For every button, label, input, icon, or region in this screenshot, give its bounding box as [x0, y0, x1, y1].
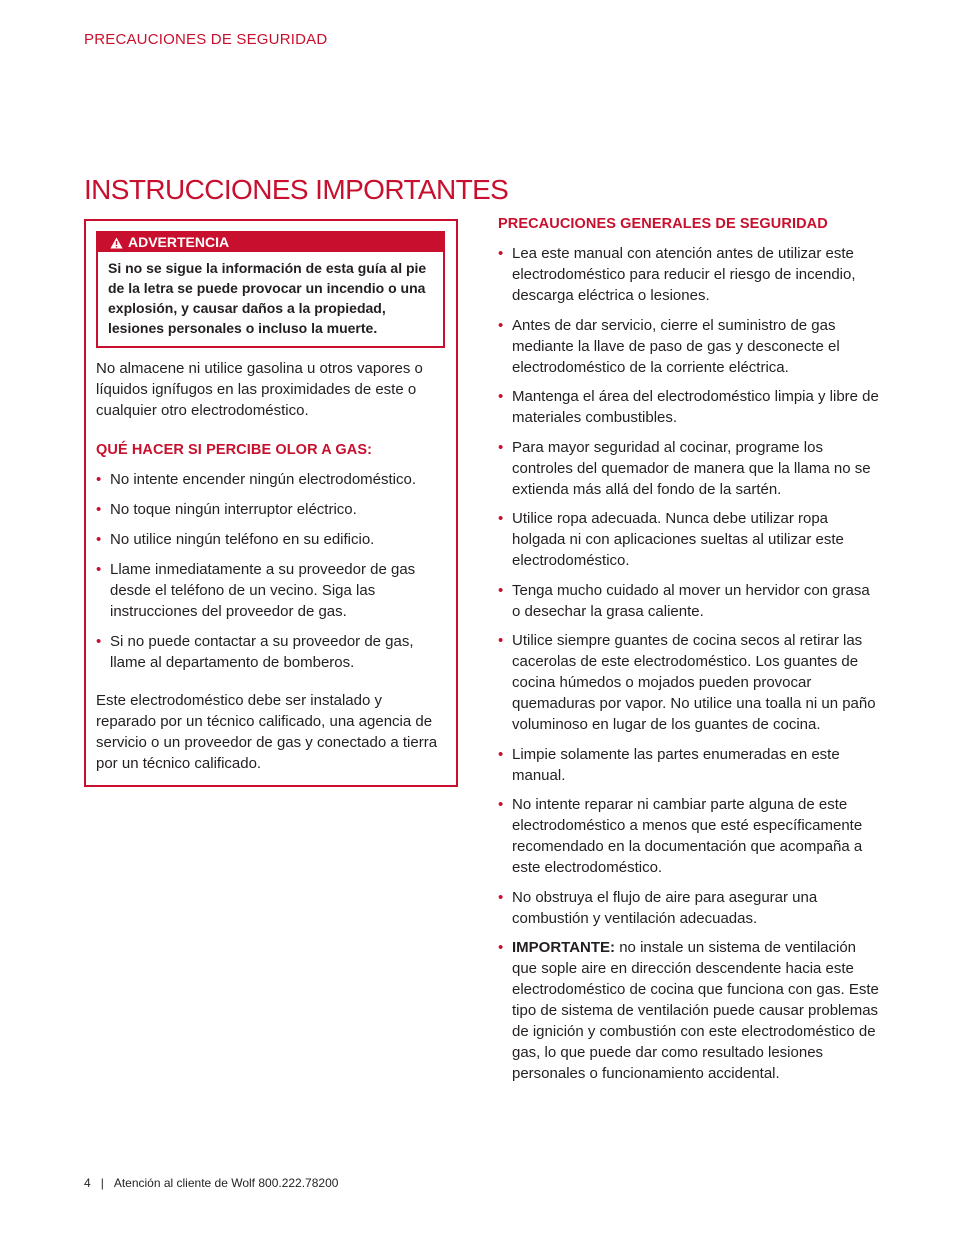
general-precautions-list — [498, 243, 882, 1084]
list-item: • Lea este manual con atención antes de utilizar este electrodoméstico para reducir el riesgo de incendio, descarga eléctrica o lesiones. — [498, 245, 856, 304]
important-text: no instale un sistema de ventilación que sople aire en dirección descendente hacia este electrodoméstico de cocina que funciona con gas. Este tipo de sistema de ventilación puede causar problemas de ignición y combustión con este electrodoméstico de gas, lo que puede dar como resultado lesiones personales o funcionamiento accidental. — [512, 939, 879, 1082]
installation-paragraph: Este electrodoméstico debe ser instalado y reparado por un técnico calificado, una agencia de servicio o un proveedor de gas y conectado a tierra por un técnico calificado. — [96, 692, 438, 772]
warning-text: Si no se sigue la información de esta guía al pie de la letra se puede provocar un incendio o una explosión, y causar daños a la propiedad, lesiones personales o incluso la muerte. — [108, 260, 427, 336]
storage-paragraph: No almacene ni utilice gasolina u otros vapores o líquidos ignífugos en las proximidades de este o cualquier otro electrodoméstico. — [96, 360, 423, 419]
page-title: INSTRUCCIONES IMPORTANTES — [84, 174, 509, 205]
list-item: • No obstruya el flujo de aire para asegurar una combustión y ventilación adecuadas. — [498, 888, 818, 927]
list-item: • No intente encender ningún electrodoméstico. — [96, 471, 417, 488]
list-item: • Limpie solamente las partes enumeradas en este manual. — [498, 745, 840, 784]
general-precautions-heading: PRECAUCIONES GENERALES DE SEGURIDAD — [498, 216, 828, 232]
page-footer — [84, 1176, 338, 1190]
footer-separator: | — [100, 1176, 104, 1190]
footer-text: Atención al cliente de Wolf 800.222.78200 — [113, 1176, 339, 1190]
list-item: • Llame inmediatamente a su proveedor de gas desde el teléfono de un vecino. Siga las instrucciones del proveedor de gas. — [96, 561, 416, 620]
list-item-important: • IMPORTANTE: no instale un sistema de ventilación que sople aire en dirección descendente hacia este electrodoméstico de cocina que funciona con gas. Este tipo de sistema de ventilación puede causar problemas de ignición y combustión con este electrodoméstico de gas, lo que puede dar como resultado lesiones personales o funcionamiento accidental. — [498, 939, 879, 1082]
list-item: • No intente reparar ni cambiar parte alguna de este electrodoméstico a menos que esté específicamente recomendado en la documentación que acompaña a este electrodoméstico. — [498, 796, 863, 876]
list-item: • Utilice ropa adecuada. Nunca debe utilizar ropa holgada ni con aplicaciones sueltas al utilizar este electrodoméstico. — [498, 510, 844, 569]
list-item: • Para mayor seguridad al cocinar, programe los controles del quemador de manera que la llama no se extienda más allá del fondo de la sartén. — [498, 438, 871, 498]
section-header: PRECAUCIONES DE SEGURIDAD — [84, 31, 328, 48]
gas-odor-list — [96, 469, 448, 673]
gas-odor-heading: QUÉ HACER SI PERCIBE OLOR A GAS: — [96, 442, 373, 458]
warning-box — [96, 231, 445, 348]
warning-label: ADVERTENCIA — [128, 234, 230, 250]
list-item: • No toque ningún interruptor eléctrico. — [96, 501, 357, 518]
list-item: • Antes de dar servicio, cierre el suministro de gas mediante la llave de paso de gas y desconecte el electrodoméstico de la corriente eléctrica. — [498, 316, 840, 376]
warning-triangle-icon — [110, 237, 123, 249]
warning-header — [98, 233, 443, 252]
list-item: • Tenga mucho cuidado al mover un hervidor con grasa o desechar la grasa caliente. — [498, 581, 870, 620]
list-item: • Utilice siempre guantes de cocina secos al retirar las cacerolas de este electrodoméstico. Los guantes de cocina húmedos o mojados pueden provocar quemaduras por vapor. No utilice una toalla ni un paño voluminoso en lugar de los guantes de cocina. — [498, 632, 876, 733]
list-item: • Mantenga el área del electrodoméstico limpia y libre de materiales combustibles. — [498, 388, 879, 426]
important-label: IMPORTANTE: — [512, 939, 616, 956]
page-number: 4 — [84, 1176, 91, 1190]
list-item: • Si no puede contactar a su proveedor de gas, llame al departamento de bomberos. — [96, 633, 414, 671]
list-item: • No utilice ningún teléfono en su edificio. — [96, 531, 375, 548]
